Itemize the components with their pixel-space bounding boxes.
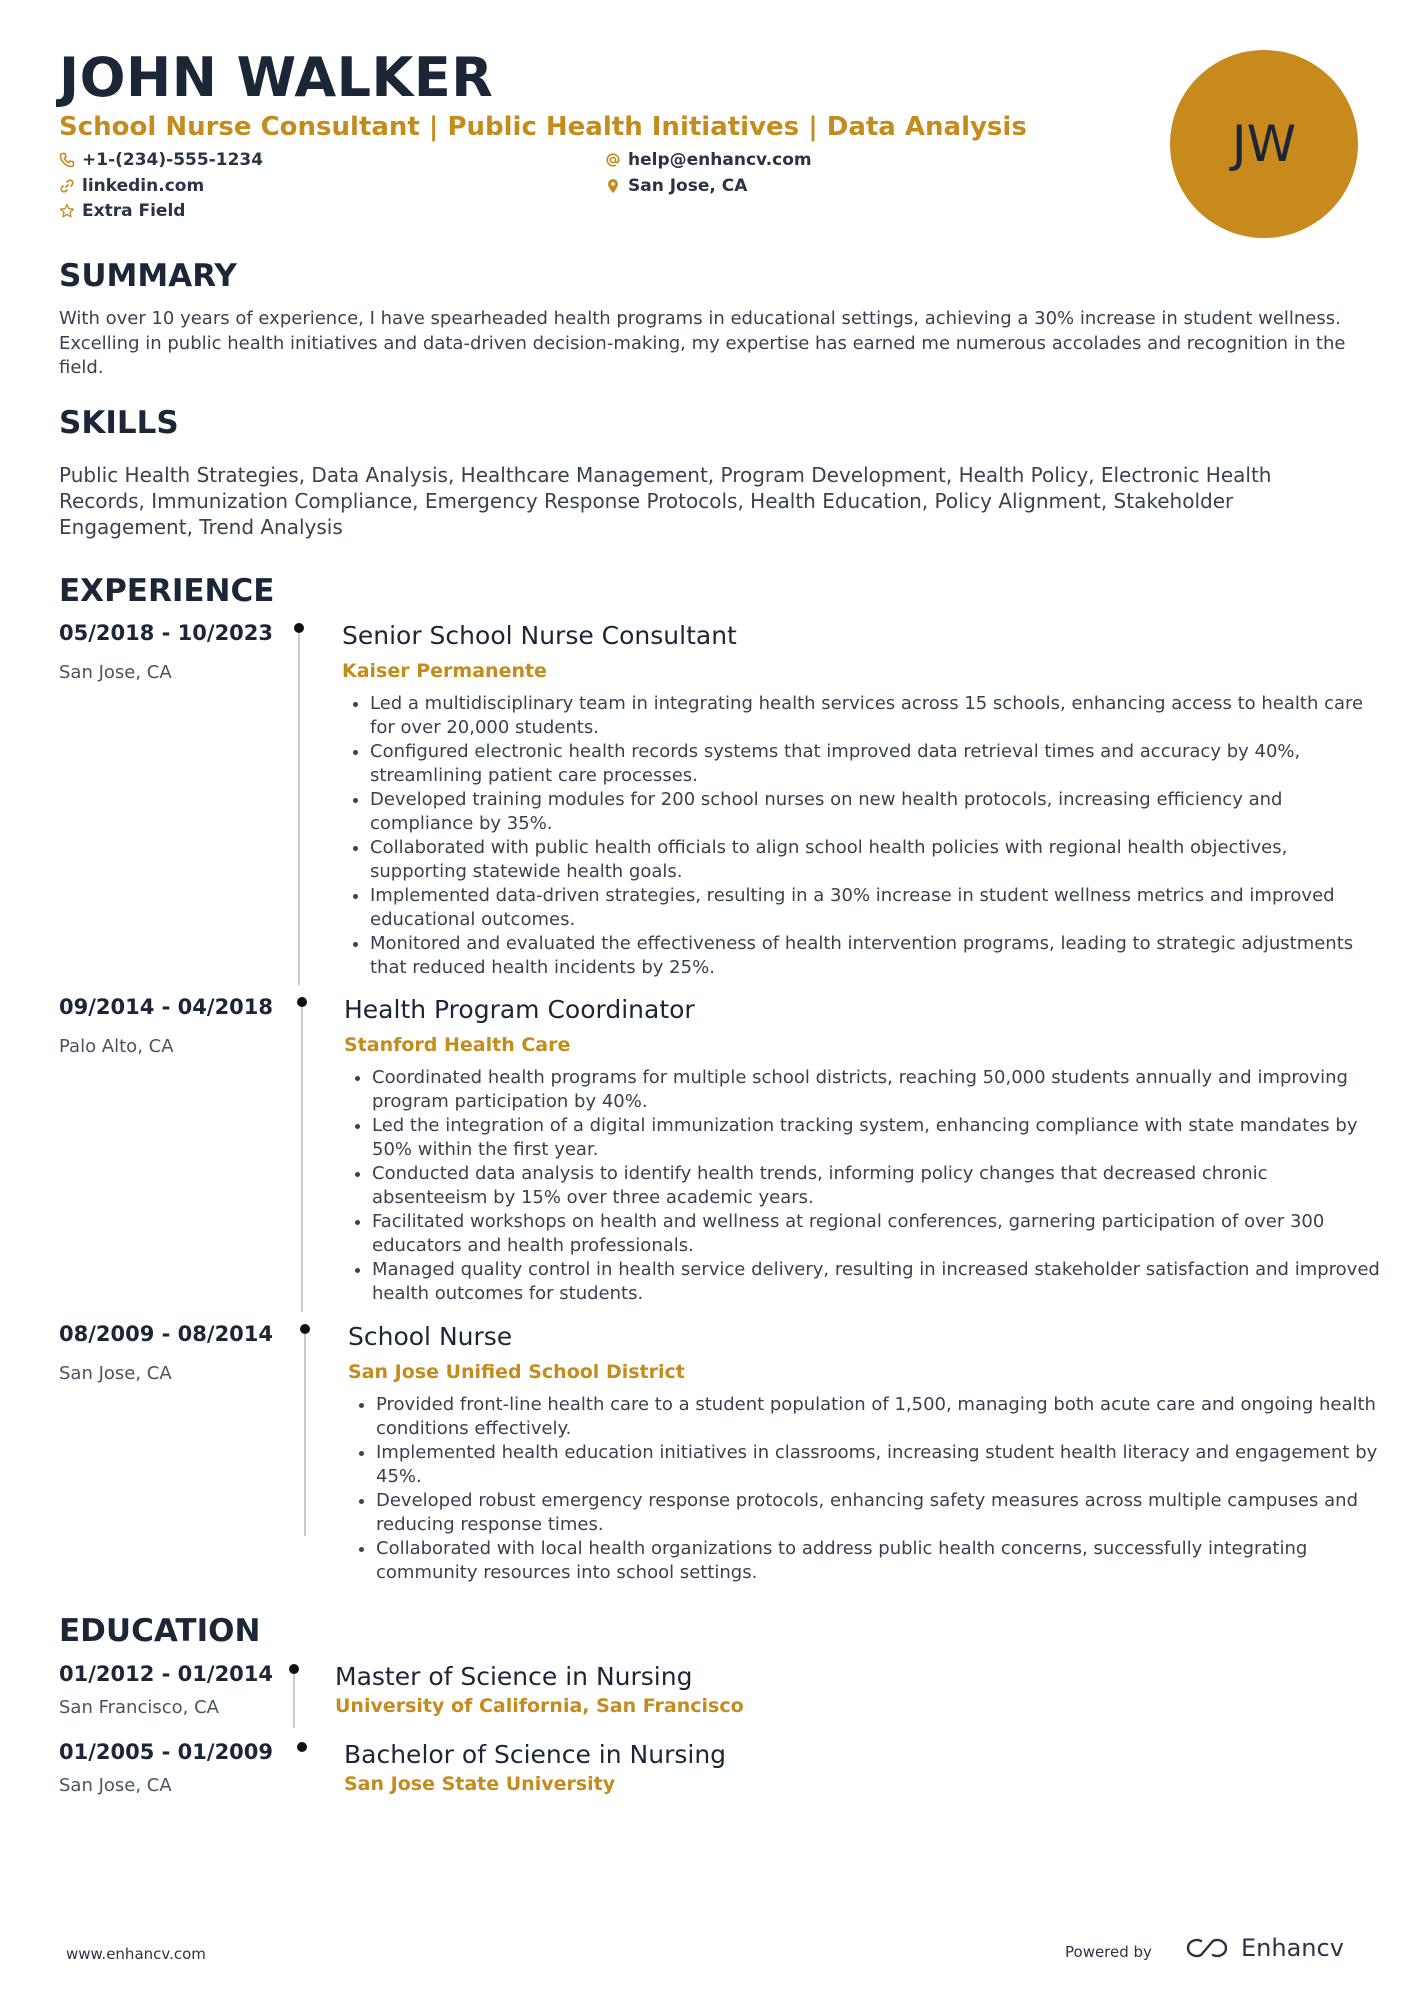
- list-item: • Conducted data analysis to identify health trends, informing policy changes that decreased chronic absenteeism by 15% over three academic years.: [372, 1162, 1382, 1210]
- summary-heading: SUMMARY: [59, 258, 237, 294]
- list-item: • Monitored and evaluated the effectiveness of health intervention programs, leading to strategic adjustments that reduced health incidents by 25%.: [370, 932, 1380, 980]
- contact-linkedin-text: linkedin.com: [82, 176, 205, 196]
- contact-phone-text: +1-(234)-555-1234: [82, 150, 264, 170]
- list-item: • Provided front-line health care to a student population of 1,500, managing both acute care and ongoing health conditions effectively.: [376, 1393, 1386, 1441]
- education-school: San Jose State University: [344, 1773, 616, 1795]
- timeline-line: [301, 1007, 303, 1312]
- education-degree: Bachelor of Science in Nursing: [344, 1740, 727, 1769]
- contact-email[interactable]: [605, 150, 812, 170]
- list-item: • Led a multidisciplinary team in integrating health services across 15 schools, enhancing access to health care for over 20,000 students.: [370, 692, 1380, 740]
- list-item: • Coordinated health programs for multiple school districts, reaching 50,000 students annually and improving program participation by 40%.: [372, 1066, 1382, 1114]
- phone-icon: [59, 152, 75, 168]
- contact-email-text: help@enhancv.com: [628, 150, 812, 170]
- timeline-dot: [297, 997, 307, 1007]
- contact-phone[interactable]: [59, 150, 263, 170]
- list-item: • Facilitated workshops on health and wellness at regional conferences, garnering participation of over 300 educators and health professionals.: [372, 1210, 1382, 1258]
- contact-extra: [59, 201, 185, 221]
- contact-location-text: San Jose, CA: [628, 176, 748, 196]
- education-location: San Francisco, CA: [59, 1697, 219, 1718]
- timeline-line: [298, 633, 300, 985]
- experience-location: San Jose, CA: [59, 1363, 172, 1384]
- timeline-dot: [300, 1324, 310, 1334]
- location-pin-icon: [605, 178, 621, 194]
- education-school: University of California, San Francisco: [335, 1695, 744, 1717]
- summary-text: With over 10 years of experience, I have spearheaded health programs in educational settings, achieving a 30% increase in student wellness. Excelling in public health initiatives and data-driven decision-making, my expertise has earned me numerous accolades and recognition in the field.: [59, 308, 1346, 378]
- contact-location: [605, 176, 747, 196]
- at-icon: [605, 152, 621, 168]
- experience-heading: EXPERIENCE: [59, 573, 275, 609]
- education-degree: Master of Science in Nursing: [335, 1662, 693, 1691]
- candidate-name: JOHN WALKER: [59, 46, 494, 109]
- enhancv-logo-icon: [1185, 1935, 1233, 1961]
- footer-url[interactable]: www.enhancv.com: [66, 1945, 206, 1963]
- experience-bullets: [348, 1393, 1386, 1585]
- avatar-initials: JW: [1231, 115, 1297, 173]
- timeline-dot: [297, 1742, 307, 1752]
- experience-dates: 09/2014 - 04/2018: [59, 995, 274, 1019]
- skills-heading: SKILLS: [59, 405, 179, 441]
- experience-company: Kaiser Permanente: [342, 660, 547, 682]
- brand-name: Enhancv: [1241, 1934, 1344, 1962]
- contact-linkedin[interactable]: [59, 176, 204, 196]
- education-dates: 01/2012 - 01/2014: [59, 1662, 274, 1686]
- experience-dates: 05/2018 - 10/2023: [59, 621, 274, 645]
- list-item: • Collaborated with local health organizations to address public health concerns, successfully integrating community resources into school settings.: [376, 1537, 1386, 1585]
- brand-logo[interactable]: [1185, 1934, 1344, 1962]
- avatar: [1170, 50, 1358, 238]
- star-icon: [59, 203, 75, 219]
- education-heading: EDUCATION: [59, 1613, 261, 1649]
- list-item: • Configured electronic health records systems that improved data retrieval times and accuracy by 40%, streamlining patient care processes.: [370, 740, 1380, 788]
- list-item: • Implemented data-driven strategies, resulting in a 30% increase in student wellness metrics and improved educational outcomes.: [370, 884, 1380, 932]
- experience-company: Stanford Health Care: [344, 1034, 571, 1056]
- experience-role: Senior School Nurse Consultant: [342, 621, 737, 650]
- experience-dates: 08/2009 - 08/2014: [59, 1322, 274, 1346]
- experience-role: Health Program Coordinator: [344, 995, 695, 1024]
- timeline-line: [293, 1674, 295, 1728]
- experience-location: San Jose, CA: [59, 662, 172, 683]
- experience-location: Palo Alto, CA: [59, 1036, 174, 1057]
- powered-by-label: Powered by: [1065, 1943, 1152, 1961]
- link-icon: [59, 178, 75, 194]
- education-dates: 01/2005 - 01/2009: [59, 1740, 274, 1764]
- contact-extra-text: Extra Field: [82, 201, 186, 221]
- timeline-line: [304, 1334, 306, 1536]
- candidate-headline: School Nurse Consultant | Public Health Initiatives | Data Analysis: [59, 112, 1027, 142]
- list-item: • Developed robust emergency response protocols, enhancing safety measures across multiple campuses and reducing response times.: [376, 1489, 1386, 1537]
- list-item: • Collaborated with public health officials to align school health policies with regional health objectives, supporting statewide health goals.: [370, 836, 1380, 884]
- experience-role: School Nurse: [348, 1322, 513, 1351]
- experience-bullets: [342, 692, 1380, 980]
- list-item: • Managed quality control in health service delivery, resulting in increased stakeholder satisfaction and improved health outcomes for students.: [372, 1258, 1382, 1306]
- timeline-dot: [289, 1664, 299, 1674]
- list-item: • Led the integration of a digital immunization tracking system, enhancing compliance with state mandates by 50% within the first year.: [372, 1114, 1382, 1162]
- education-location: San Jose, CA: [59, 1775, 172, 1796]
- experience-bullets: [344, 1066, 1382, 1306]
- skills-text: Public Health Strategies, Data Analysis, Healthcare Management, Program Development, Health Policy, Electronic Health Records, Immunization Compliance, Emergency Response Protocols, Health Education, Policy Alignment, Stakeholder Engagement, Trend Analysis: [59, 463, 1272, 539]
- list-item: • Developed training modules for 200 school nurses on new health protocols, increasing efficiency and compliance by 35%.: [370, 788, 1380, 836]
- experience-company: San Jose Unified School District: [348, 1361, 685, 1383]
- timeline-dot: [294, 623, 304, 633]
- list-item: • Implemented health education initiatives in classrooms, increasing student health literacy and engagement by 45%.: [376, 1441, 1386, 1489]
